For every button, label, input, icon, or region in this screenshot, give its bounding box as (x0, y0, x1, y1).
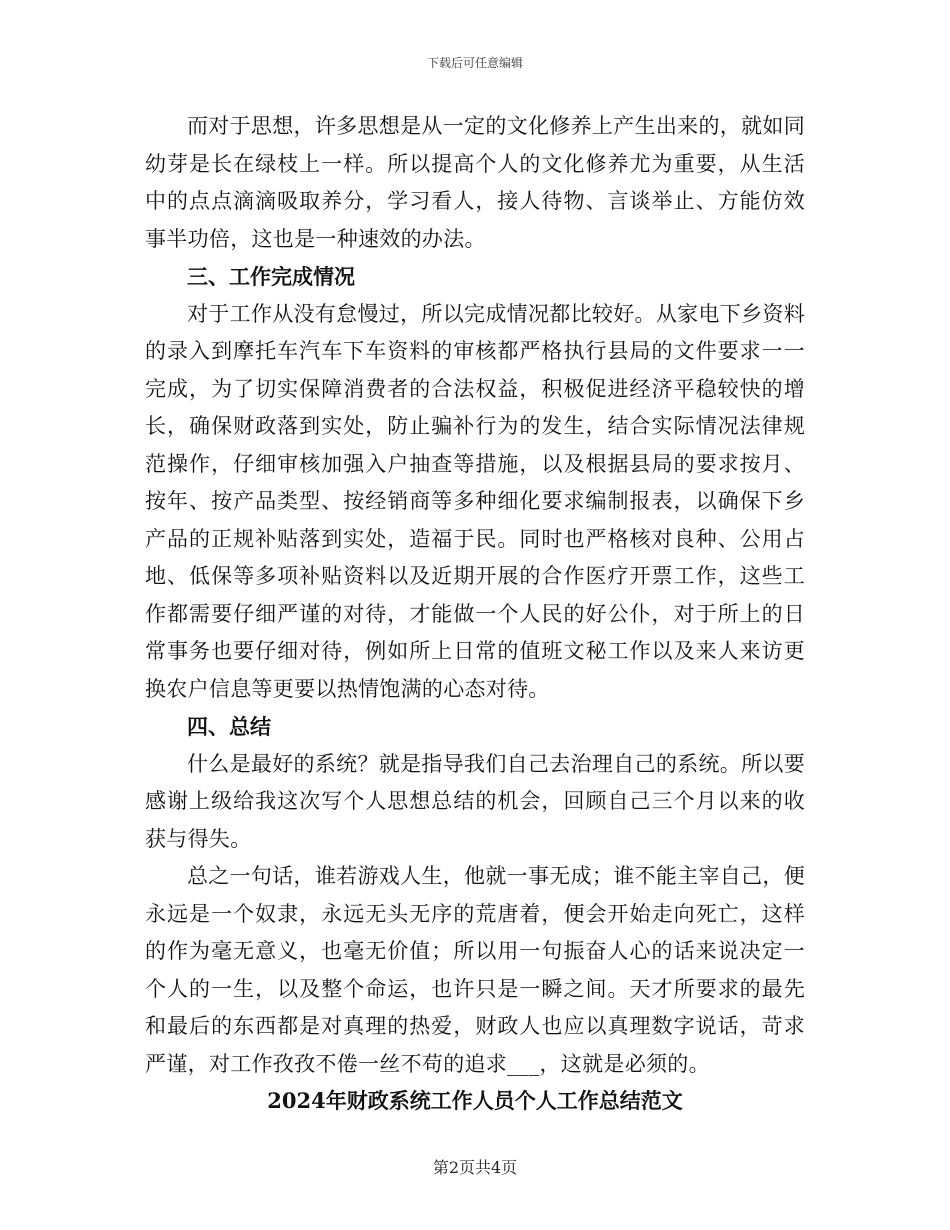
paragraph-conclusion: 总之一句话，谁若游戏人生，他就一事无成；谁不能主宰自己，便永远是一个奴隶，永远无头无序的荒唐着，便会开始走向死亡，这样的作为毫无意义，也毫无价值；所以用一句振奋人心的话来说决定一个人的一生，以及整个命运，也许只是一瞬之间。天才所要求的最先和最后的东西都是对真理的热爱，财政人也应以真理数字说话，苛求严谨，对工作孜孜不倦一丝不苟的追求___，这就是必须的。 (145, 864, 805, 1076)
section-heading-summary: 四、总结 (187, 714, 271, 739)
page-header-note: 下载后可任意编辑 (426, 56, 523, 70)
paragraph-best-system: 什么是最好的系统？就是指导我们自己去治理自己的系统。所以要感谢上级给我这次写个人思想总结的机会，回顾自己三个月以来的收获与得失。 (145, 751, 805, 851)
paragraph-work-completion: 对于工作从没有怠慢过，所以完成情况都比较好。从家电下乡资料的录入到摩托车汽车下车资料的审核都严格执行县局的文件要求一一完成，为了切实保障消费者的合法权益，积极促进经济平稳较快的增长，确保财政落到实处，防止骗补行为的发生，结合实际情况法律规范操作，仔细审核加强入户抽查等措施，以及根据县局的要求按月、按年、按产品类型、按经销商等多种细化要求编制报表，以确保下乡产品的正规补贴落到实处，造福于民。同时也严格核对良种、公用占地、低保等多项补贴资料以及近期开展的合作医疗开票工作，这些工作都需要仔细严谨的对待，才能做一个人民的好公仆，对于所上的日常事务也要仔细对待，例如所上日常的值班文秘工作以及来人来访更换农户信息等更要以热情饱满的心态对待。 (145, 301, 805, 701)
section-heading-work-completion: 三、工作完成情况 (187, 264, 355, 289)
next-document-title: 2024年财政系统工作人员个人工作总结范文 (267, 1088, 683, 1113)
page-number: 第2页共4页 (432, 1158, 518, 1177)
paragraph-culture: 而对于思想，许多思想是从一定的文化修养上产生出来的，就如同幼芽是长在绿枝上一样。所以提高个人的文化修养尤为重要，从生活中的点点滴滴吸取养分，学习看人，接人待物、言谈举止、方能仿效事半功倍，这也是一种速效的办法。 (145, 114, 805, 251)
document-body (145, 108, 805, 1083)
